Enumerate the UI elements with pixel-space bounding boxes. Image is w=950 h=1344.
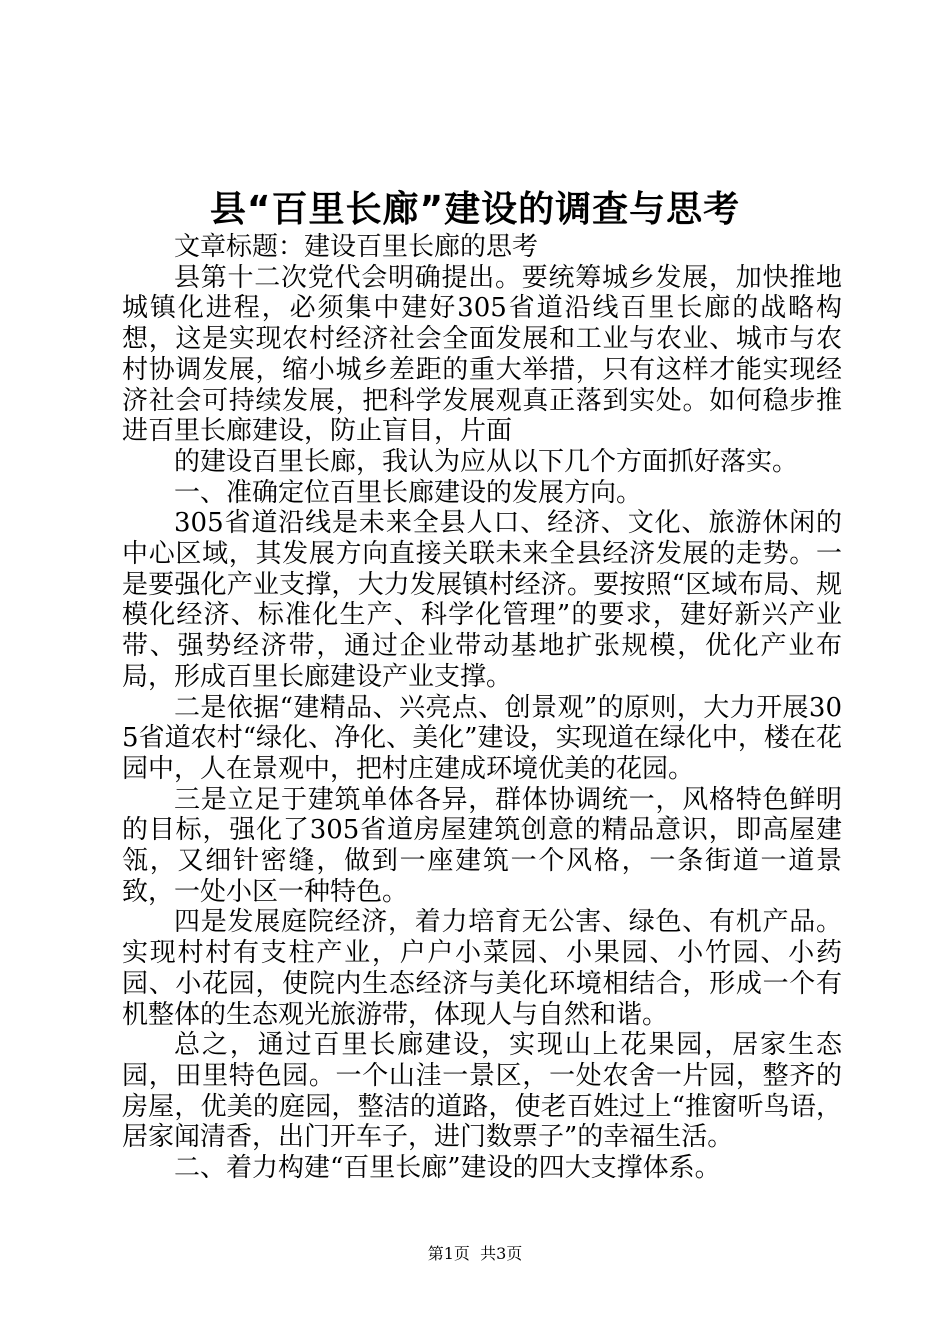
page-footer: [0, 1244, 950, 1264]
section-heading-2: 二、着力构建“百里长廊”建设的四大支撑体系。: [174, 1153, 721, 1184]
paragraph-summary: 总之，通过百里长廊建设，实现山上花果园，居家生态园，田里特色园。一个山洼一景区，一处农舍一片园，整齐的房屋，优美的庭园，整洁的道路，使老百姓过上“推窗听鸟语，居家闻清香，出门开车子，进门数票子”的幸福生活。: [122, 1030, 842, 1153]
paragraph-section-1-point-1: 305省道沿线是未来全县人口、经济、文化、旅游休闲的中心区域，其发展方向直接关联未来全县经济发展的走势。一是要强化产业支撑，大力发展镇村经济。要按照“区域布局、规模化经济、标准化生产、科学化管理”的要求，建好新兴产业带、强势经济带，通过企业带动基地扩张规模，优化产业布局，形成百里长廊建设产业支撑。: [122, 508, 842, 692]
paragraph-intro-continued: 的建设百里长廊，我认为应从以下几个方面抓好落实。: [174, 446, 799, 477]
page-number-label: 第1页 共3页: [427, 1244, 523, 1263]
document-title: 县“百里长廊”建设的调查与思考: [209, 189, 741, 230]
paragraph-article-title: 文章标题：建设百里长廊的思考: [174, 232, 539, 262]
paragraph-intro: 县第十二次党代会明确提出。要统筹城乡发展，加快推地城镇化进程，必须集中建好305省道沿线百里长廊的战略构想，这是实现农村经济社会全面发展和工业与农业、城市与农村协调发展，缩小城乡差距的重大举措，只有这样才能实现经济社会可持续发展，把科学发展观真正落到实处。如何稳步推进百里长廊建设，防止盲目，片面: [122, 262, 842, 447]
paragraph-section-1-point-2: 二是依据“建精品、兴亮点、创景观”的原则，大力开展305省道农村“绿化、净化、美化”建设，实现道在绿化中，楼在花园中，人在景观中，把村庄建成环境优美的花园。: [122, 692, 842, 784]
paragraph-section-1-point-3: 三是立足于建筑单体各异，群体协调统一，风格特色鲜明的目标，强化了305省道房屋建筑创意的精品意识，即高屋建瓴，又细针密缝，做到一座建筑一个风格，一条街道一道景致，一处小区一种特色。: [122, 784, 842, 907]
paragraph-section-1-point-4: 四是发展庭院经济，着力培育无公害、绿色、有机产品。实现村村有支柱产业，户户小菜园、小果园、小竹园、小药园、小花园，使院内生态经济与美化环境相结合，形成一个有机整体的生态观光旅游带，体现人与自然和谐。: [122, 907, 842, 1030]
section-heading-1: 一、准确定位百里长廊建设的发展方向。: [174, 477, 643, 508]
document-body: [122, 232, 842, 1184]
